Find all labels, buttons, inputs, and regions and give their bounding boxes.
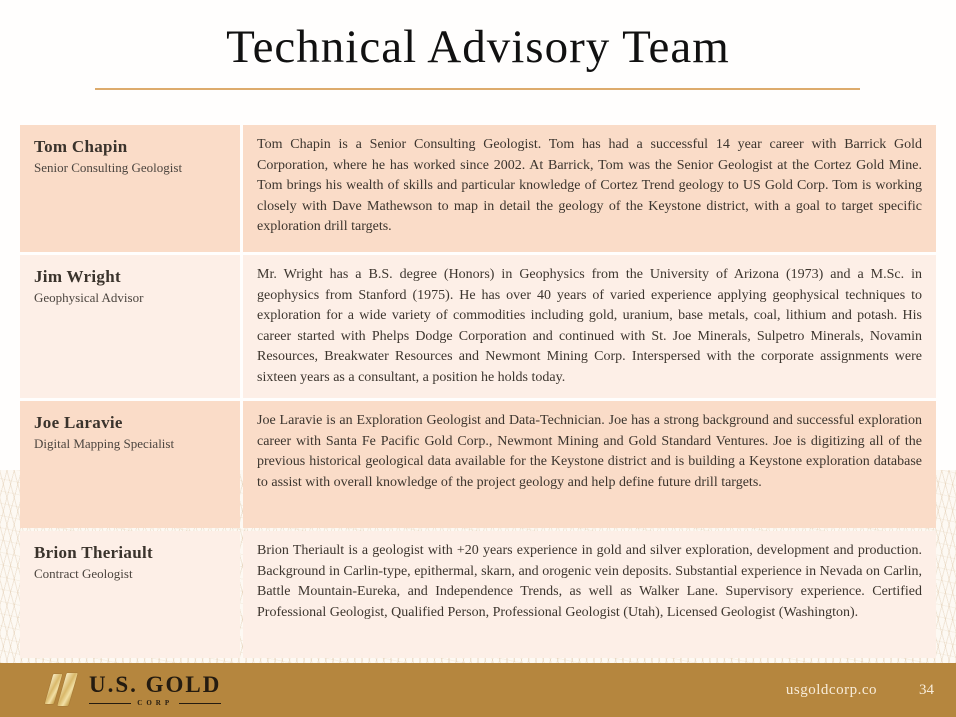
member-name-cell <box>20 255 240 398</box>
advisory-team-table <box>20 125 936 658</box>
page-number: 34 <box>919 681 934 698</box>
member-bio: Tom Chapin is a Senior Consulting Geologist. Tom has had a successful 14 year career with Barrick Gold Corporation, where he has worked since 2002. At Barrick, Tom was the Senior Geologist at the Cortez Gold Mine. Tom brings his wealth of skills and particular knowledge of Cortez Trend geology to US Gold Corp. Tom is working closely with Dave Mathewson to map in detail the geology of the Keystone district, with a goal to target specific exploration drill targets. <box>243 125 936 252</box>
logo-corp-label: CORP <box>137 699 174 707</box>
member-name: Tom Chapin <box>34 137 128 156</box>
member-title: Digital Mapping Specialist <box>34 436 175 451</box>
member-name: Joe Laravie <box>34 413 123 432</box>
member-name-cell <box>20 401 240 528</box>
logo-text <box>89 673 221 707</box>
logo-rule-right <box>179 703 221 704</box>
member-bio: Mr. Wright has a B.S. degree (Honors) in Geophysics from the University of Arizona (1973) and a M.Sc. in geophysics from Stanford (1975). He has over 40 years of varied experience applying geophysical techniques to exploration for a wide variety of commodities including gold, uranium, base metals, coal, lithium and potash. His career started with Phelps Dodge Corporation and continued with St. Joe Minerals, Sulpetro Minerals, Novamin Resources, Breakwater Resources and Newmont Mining Corp. Interspersed with the corporate assignments were sixteen years as a consultant, a position he holds today. <box>243 255 936 398</box>
member-bio: Brion Theriault is a geologist with +20 years experience in gold and silver exploration, development and production. Background in Carlin-type, epithermal, skarn, and orogenic vein deposits. Substantial experience in Nevada on Carlin, Battle Mountain-Eureka, and Independence Trends, as well as Walker Lane. Supervisory experience. Certified Professional Geologist, Qualified Person, Professional Geologist (Utah), Licensed Geologist (Washington). <box>243 531 936 658</box>
gold-bars-icon <box>46 672 80 708</box>
website-link[interactable]: usgoldcorp.co <box>785 681 877 698</box>
member-title: Contract Geologist <box>34 566 133 581</box>
table-row-brion-theriault <box>20 531 936 658</box>
logo-company-name: U.S. GOLD <box>89 672 222 697</box>
member-name-cell <box>20 531 240 658</box>
table-row-jim-wright <box>20 255 936 398</box>
company-logo <box>46 672 221 708</box>
member-bio: Joe Laravie is an Exploration Geologist and Data-Technician. Joe has a strong background and successful exploration career with Santa Fe Pacific Gold Corp., Newmont Mining and Gold Standard Ventures. Joe is digitizing all of the previous historical geological data available for the Keystone district and is building a Keystone exploration database to assist with overall knowledge of the project geology and help define future drill targets. <box>243 401 936 528</box>
member-name: Jim Wright <box>34 267 121 286</box>
page-title: Technical Advisory Team <box>226 21 730 73</box>
member-name-cell <box>20 125 240 252</box>
member-name: Brion Theriault <box>34 543 153 562</box>
table-row-joe-laravie <box>20 401 936 528</box>
member-title: Senior Consulting Geologist <box>34 160 183 175</box>
title-underline <box>95 88 860 90</box>
member-title: Geophysical Advisor <box>34 290 144 305</box>
table-row-tom-chapin <box>20 125 936 252</box>
logo-subtitle <box>89 699 221 707</box>
footer-bar <box>0 663 956 717</box>
logo-rule-left <box>89 703 131 704</box>
footer-right <box>786 682 934 699</box>
